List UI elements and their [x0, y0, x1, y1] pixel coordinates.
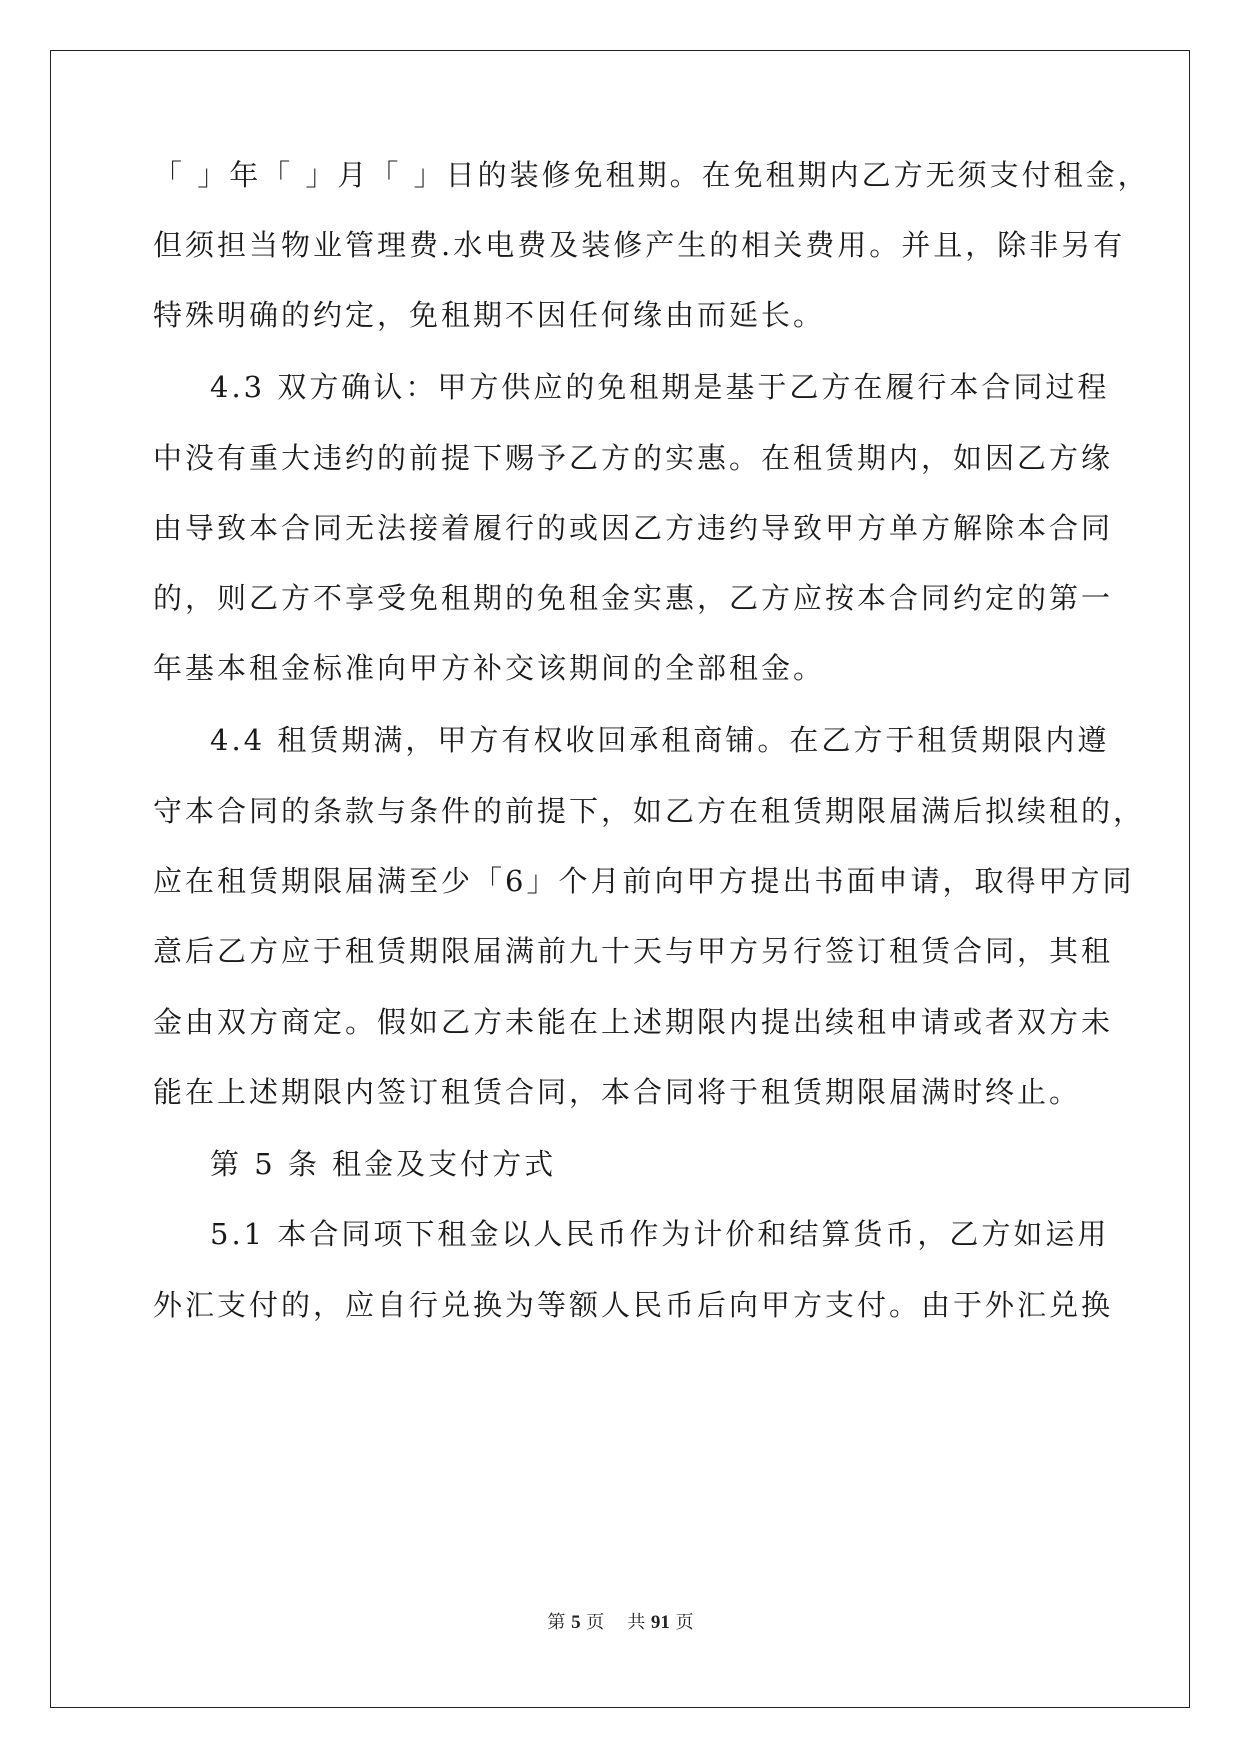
paragraph-line: 5.1 本合同项下租金以人民币作为计价和结算货币，乙方如运用	[210, 1217, 1110, 1251]
paragraph-line: 守本合同的条款与条件的前提下，如乙方在租赁期限届满后拟续租的，	[153, 794, 1146, 828]
section-heading: 第 5 条 租金及支付方式	[210, 1147, 557, 1181]
paragraph-line: 4.4 租赁期满，甲方有权收回承租商铺。在乙方于租赁期限内遵	[210, 723, 1110, 757]
paragraph-line: 特殊明确的约定，免租期不因任何缘由而延长。	[153, 298, 826, 332]
total-prefix: 共	[627, 1612, 646, 1633]
paragraph-line: 能在上述期限内签订租赁合同，本合同将于租赁期限届满时终止。	[153, 1075, 1082, 1109]
page-footer	[0, 1612, 1241, 1634]
paragraph-line: 应在租赁期限届满至少「6」个月前向甲方提出书面申请，取得甲方同	[153, 864, 1135, 898]
paragraph-line: 「 」年「 」月「 」日的装修免租期。在免租期内乙方无须支付租金，	[153, 158, 1150, 192]
total-pages: 91	[650, 1612, 670, 1633]
paragraph-line: 4.3 双方确认：甲方供应的免租期是基于乙方在履行本合同过程	[210, 370, 1110, 404]
page-prefix: 第	[547, 1612, 566, 1633]
total-suffix: 页	[675, 1612, 694, 1633]
paragraph-line: 意后乙方应于租赁期限届满前九十天与甲方另行签订租赁合同，其租	[153, 934, 1114, 968]
paragraph-line: 但须担当物业管理费.水电费及装修产生的相关费用。并且，除非另有	[153, 228, 1126, 262]
page-number: 5	[571, 1612, 581, 1633]
page-suffix: 页	[586, 1612, 605, 1633]
paragraph-line: 金由双方商定。假如乙方未能在上述期限内提出续租申请或者双方未	[153, 1005, 1114, 1039]
paragraph-line: 中没有重大违约的前提下赐予乙方的实惠。在租赁期内，如因乙方缘	[153, 441, 1114, 475]
paragraph-line: 外汇支付的，应自行兑换为等额人民币后向甲方支付。由于外汇兑换	[153, 1288, 1114, 1322]
paragraph-line: 年基本租金标准向甲方补交该期间的全部租金。	[153, 651, 826, 685]
paragraph-line: 的，则乙方不享受免租期的免租金实惠，乙方应按本合同约定的第一	[153, 581, 1114, 615]
paragraph-line: 由导致本合同无法接着履行的或因乙方违约导致甲方单方解除本合同	[153, 511, 1114, 545]
